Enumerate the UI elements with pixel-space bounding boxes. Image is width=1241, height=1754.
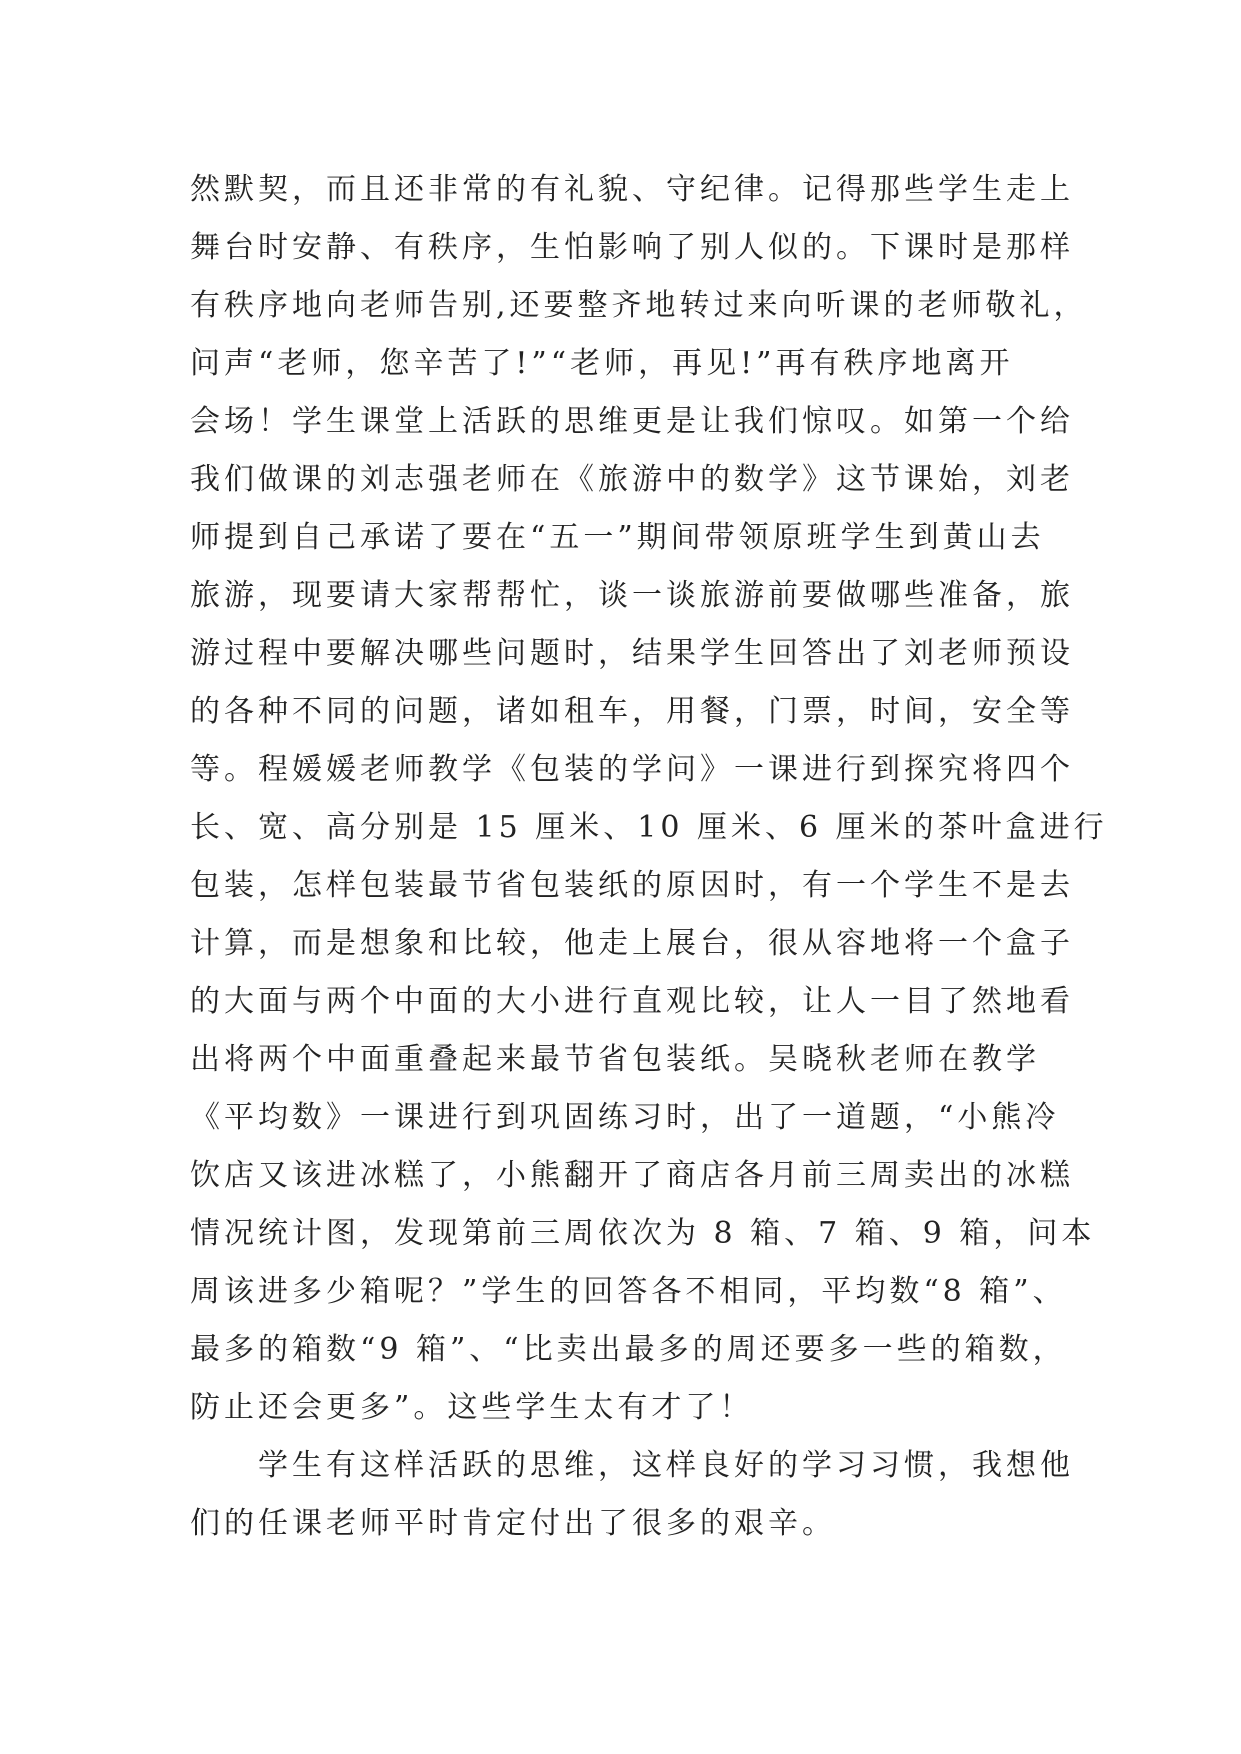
text-line: 会场！学生课堂上活跃的思维更是让我们惊叹。如第一个给 bbox=[190, 404, 1074, 439]
text-line: 问声“老师，您辛苦了!”“老师，再见!”再有秩序地离开 bbox=[190, 346, 1014, 381]
text-line: 游过程中要解决哪些问题时，结果学生回答出了刘老师预设 bbox=[190, 636, 1074, 671]
text-line: 最多的箱数“9 箱”、“比卖出最多的周还要多一些的箱数， bbox=[190, 1332, 1067, 1367]
text-line: 旅游，现要请大家帮帮忙，谈一谈旅游前要做哪些准备，旅 bbox=[190, 578, 1074, 613]
text-line: 然默契，而且还非常的有礼貌、守纪律。记得那些学生走上 bbox=[190, 172, 1074, 207]
text-line: 防止还会更多”。这些学生太有才了！ bbox=[190, 1390, 754, 1425]
text-line: 们的任课老师平时肯定付出了很多的艰辛。 bbox=[190, 1506, 836, 1541]
text-line: 情况统计图，发现第前三周依次为 8 箱、7 箱、9 箱，问本 bbox=[190, 1216, 1096, 1251]
paragraph-start-line: 学生有这样活跃的思维，这样良好的学习习惯，我想他 bbox=[190, 1448, 1074, 1483]
text-line: 有秩序地向老师告别,还要整齐地转过来向听课的老师敬礼， bbox=[190, 288, 1088, 323]
body-text bbox=[190, 161, 1108, 1553]
text-line: 我们做课的刘志强老师在《旅游中的数学》这节课始，刘老 bbox=[190, 462, 1074, 497]
text-line: 师提到自己承诺了要在“五一”期间带领原班学生到黄山去 bbox=[190, 520, 1045, 555]
text-line: 舞台时安静、有秩序，生怕影响了别人似的。下课时是那样 bbox=[190, 230, 1074, 265]
text-line: 饮店又该进冰糕了，小熊翻开了商店各月前三周卖出的冰糕 bbox=[190, 1158, 1074, 1193]
text-line: 计算，而是想象和比较，他走上展台，很从容地将一个盒子 bbox=[190, 926, 1074, 961]
text-line: 的各种不同的问题，诸如租车，用餐，门票，时间，安全等 bbox=[190, 694, 1074, 729]
text-line: 周该进多少箱呢？”学生的回答各不相同，平均数“8 箱”、 bbox=[190, 1274, 1067, 1309]
text-line: 长、宽、高分别是 15 厘米、10 厘米、6 厘米的茶叶盒进行 bbox=[190, 810, 1108, 845]
text-line: 《平均数》一课进行到巩固练习时，出了一道题，“小熊冷 bbox=[190, 1100, 1060, 1135]
text-line: 等。程媛媛老师教学《包装的学问》一课进行到探究将四个 bbox=[190, 752, 1074, 787]
text-line: 包装，怎样包装最节省包装纸的原因时，有一个学生不是去 bbox=[190, 868, 1074, 903]
text-line: 出将两个中面重叠起来最节省包装纸。吴晓秋老师在教学 bbox=[190, 1042, 1040, 1077]
text-line: 的大面与两个中面的大小进行直观比较，让人一目了然地看 bbox=[190, 984, 1074, 1019]
